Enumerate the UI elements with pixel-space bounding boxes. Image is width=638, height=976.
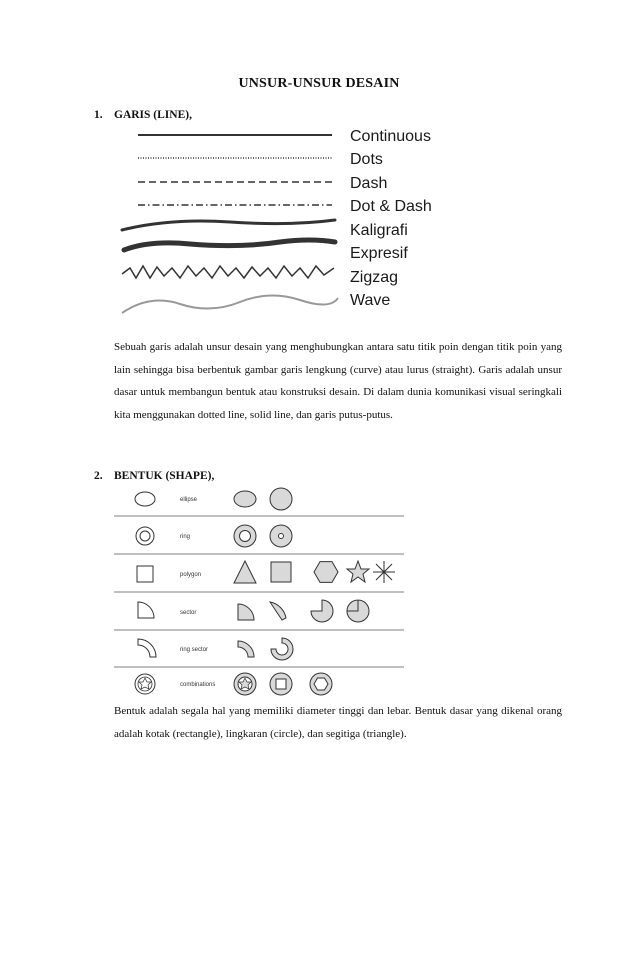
ring-sector-large-shape — [271, 638, 293, 660]
zigzag-line — [122, 266, 334, 278]
combination-hexagon-circle-shape — [310, 673, 332, 695]
garis-paragraph: Sebuah garis adalah unsur desain yang menghubungkan antara satu titik poin dengan titik poin yang lain sehingga bisa berbentuk gambar garis lengkung (curve) atau lurus (straight). Garis adalah unsur dasar untuk membangun bentuk atau konstruksi desain. Di dalam dunia komunikasi visual seringkali kita menggunakan dotted line, solid line, dan garis putus-putus. — [114, 341, 562, 421]
combination-star-ring-shape — [234, 673, 256, 695]
ring-outline-outer — [136, 527, 154, 545]
document-title: UNSUR-UNSUR DESAIN — [238, 76, 400, 91]
bentuk-paragraph: Bentuk adalah segala hal yang memiliki diameter tinggi dan lebar. Bentuk dasar yang dikenal orang adalah kotak (rectangle), lingkaran (circle), dan segitiga (triangle). — [114, 705, 562, 740]
ellipse-outline-shape — [135, 492, 155, 506]
sector-large-shape — [347, 600, 369, 622]
shape-label-ring-sector: ring sector — [180, 647, 209, 653]
shape-label-ellipse: ellipse — [180, 497, 198, 503]
shape-types-illustration — [114, 484, 404, 704]
sector-filled-shape — [238, 604, 254, 620]
combination-square-circle-shape — [270, 673, 292, 695]
shape-label-combinations: combinations — [180, 682, 216, 688]
line-label-continuous: Continuous — [350, 128, 431, 145]
line-label-dot-dash: Dot & Dash — [350, 198, 432, 215]
ring-sector-filled-shape — [238, 641, 254, 657]
sector-thin-shape — [270, 602, 286, 620]
line-label-wave: Wave — [350, 292, 391, 309]
section-title: GARIS (LINE), — [114, 109, 192, 121]
section-number: 1. — [94, 109, 103, 121]
shape-label-sector: sector — [180, 610, 197, 616]
square-filled-shape — [271, 562, 291, 582]
sector-outline-shape — [138, 602, 154, 618]
shape-label-polygon: polygon — [180, 572, 202, 578]
ring-sector-outline-shape — [138, 639, 156, 657]
circle-filled-shape — [270, 488, 292, 510]
starburst-shape — [373, 561, 395, 583]
line-label-zigzag: Zigzag — [350, 269, 399, 286]
shape-label-ring: ring — [180, 534, 191, 540]
sector-three-quarter-shape — [311, 600, 333, 622]
square-outline-shape — [137, 566, 153, 582]
section-heading-bentuk — [94, 470, 214, 482]
line-label-kaligrafi: Kaligrafi — [350, 222, 408, 239]
triangle-shape — [234, 561, 256, 583]
expresif-line — [124, 240, 335, 250]
star-shape — [347, 561, 369, 582]
line-label-dots: Dots — [350, 151, 383, 168]
section-number: 2. — [94, 470, 103, 482]
line-label-dash: Dash — [350, 175, 388, 192]
line-label-expresif: Expresif — [350, 245, 408, 262]
kaligrafi-line — [122, 220, 335, 230]
hexagon-shape — [314, 562, 338, 583]
wave-line — [122, 295, 338, 313]
ellipse-filled-shape — [234, 491, 256, 507]
combination-star-circle-shape — [135, 674, 155, 694]
ring-outline-inner — [140, 531, 150, 541]
line-types-illustration — [110, 118, 450, 318]
section-title: BENTUK (SHAPE), — [114, 470, 215, 482]
